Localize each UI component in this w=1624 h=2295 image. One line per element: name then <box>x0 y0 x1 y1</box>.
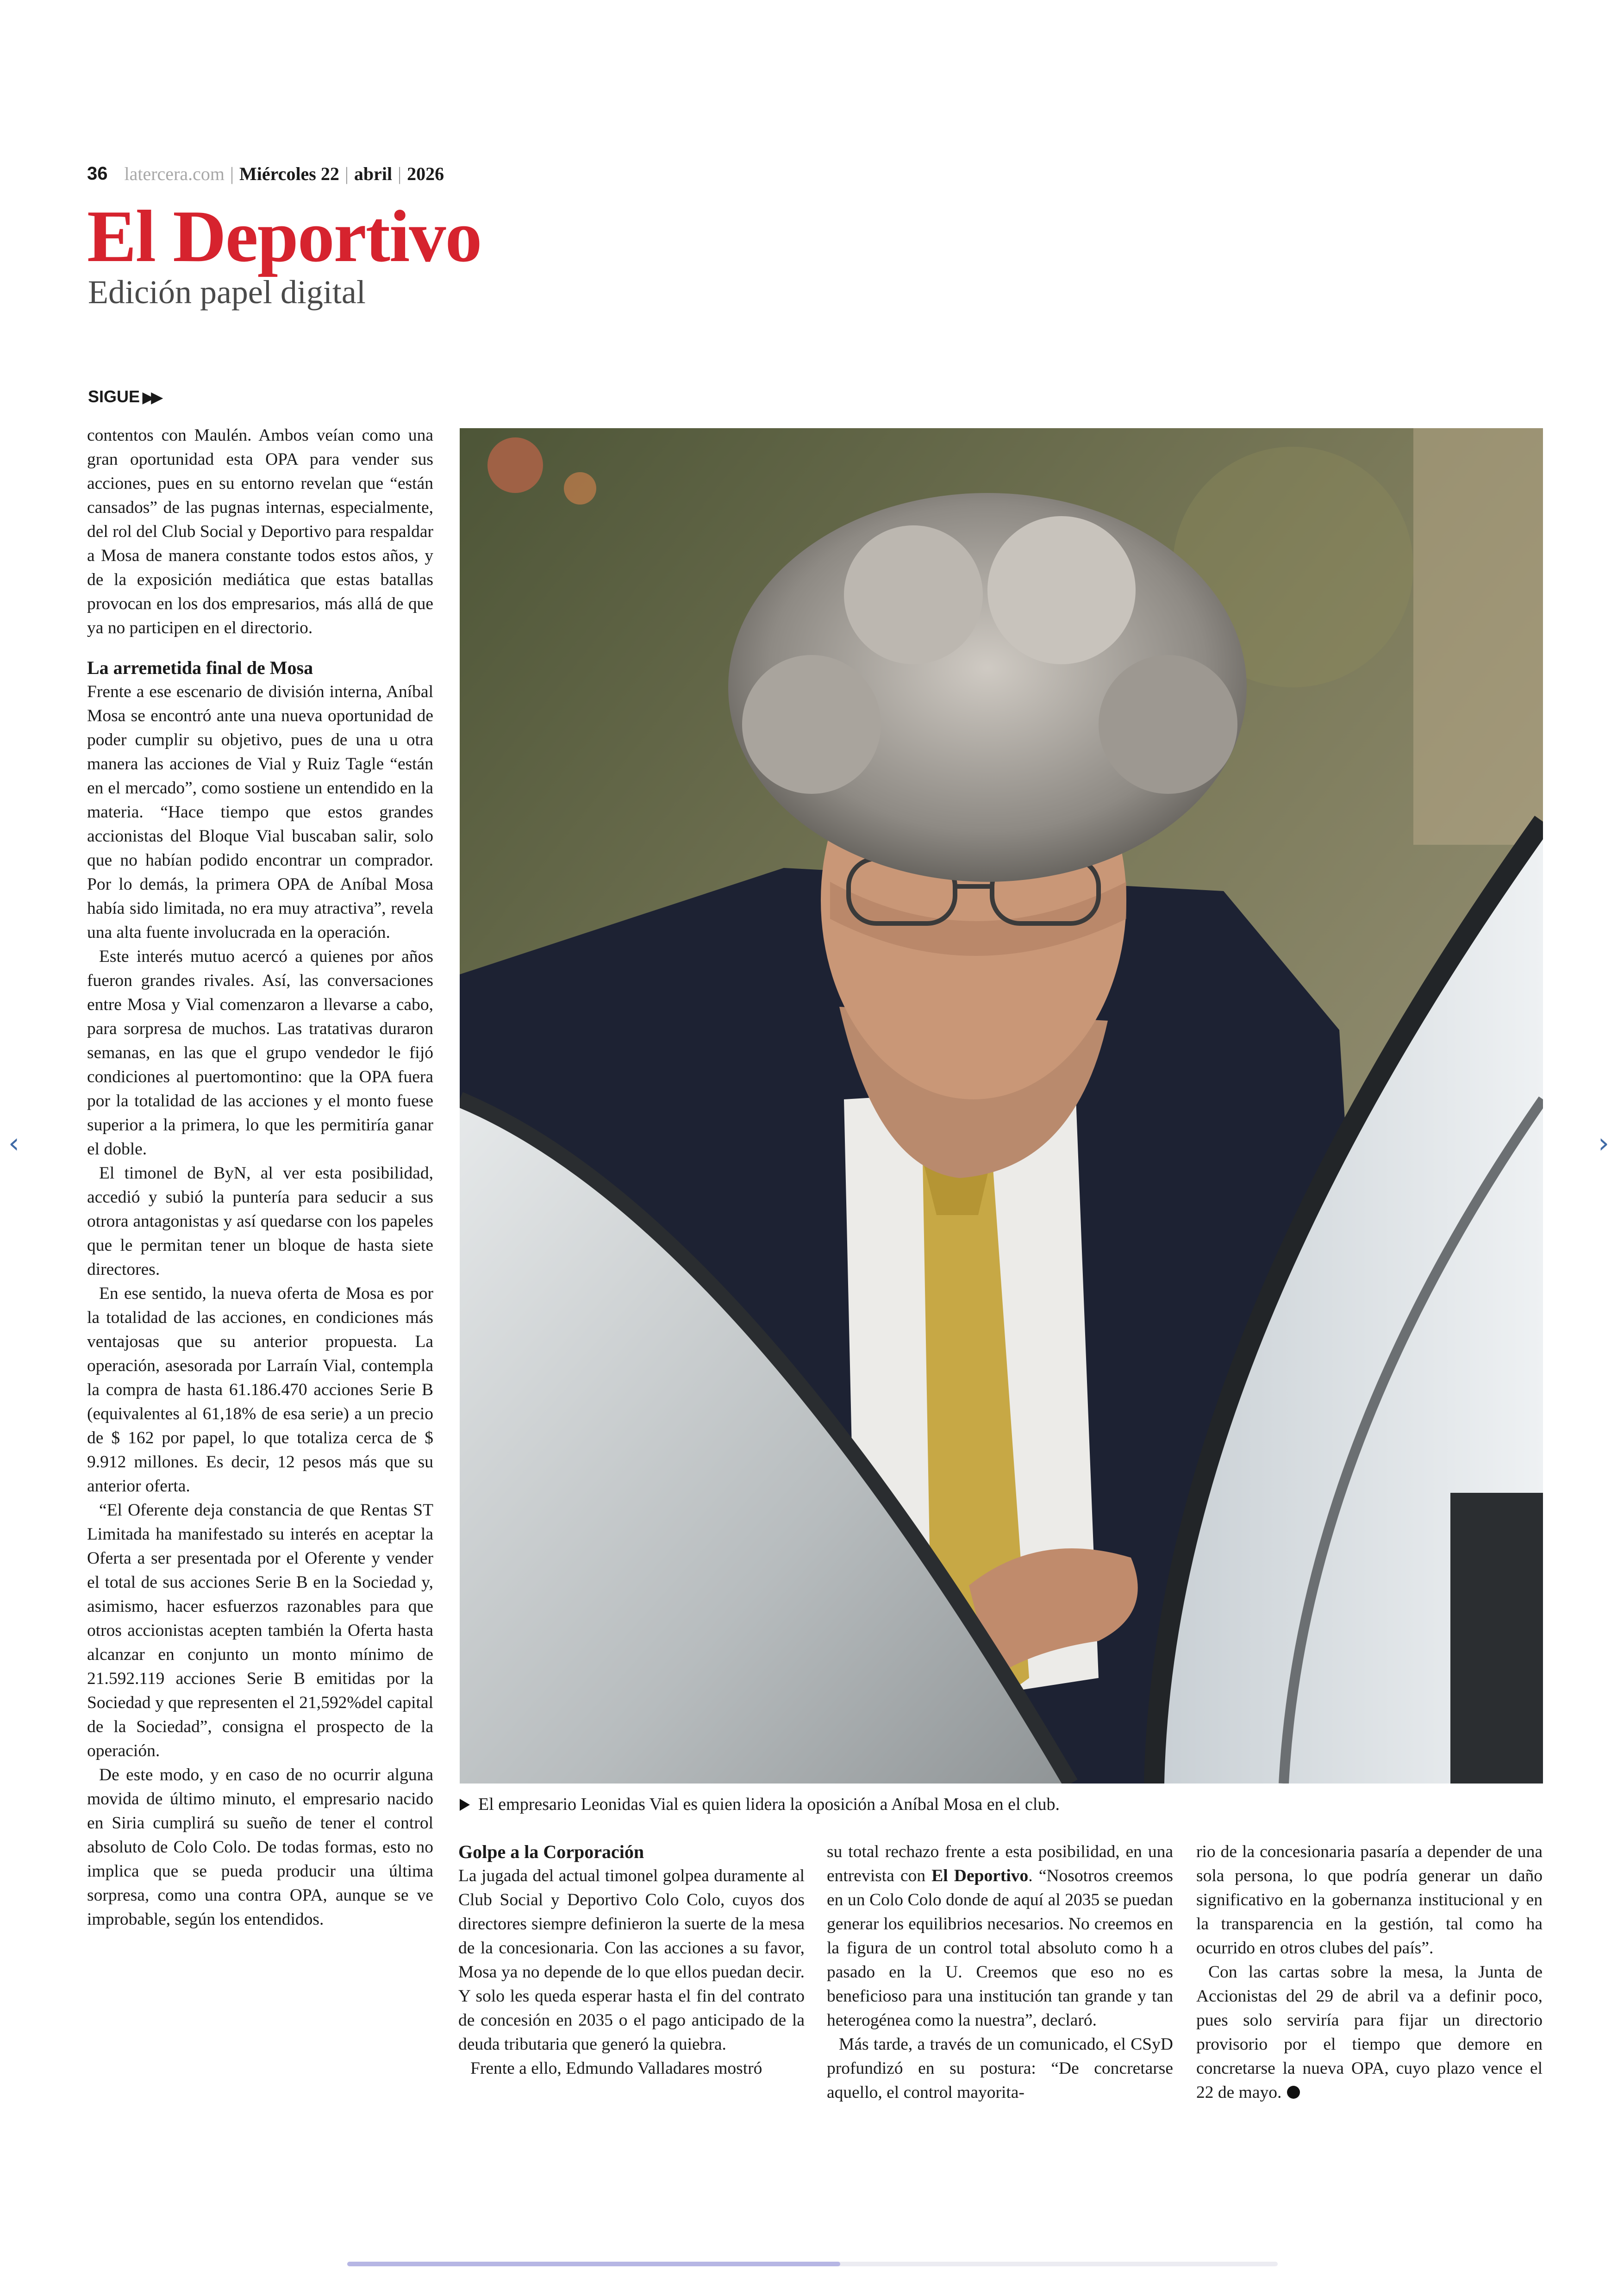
section-title: El Deportivo <box>87 195 481 277</box>
paragraph: rio de la concesionaria pasaría a depender de una sola persona, lo que podría generar un daño significativo en la gobernanza institucional y en la transparencia en la gestión, tal como ha ocurrido en otros clubes del país”. <box>1196 1842 1543 1958</box>
paragraph: Este interés mutuo acercó a quienes por años fueron grandes rivales. Así, las conversaciones entre Mosa y Vial comenzaron a llevarse a cabo, para sorpresa de muchos. Las tratativas duraron semanas, en las que el grupo vendedor le fijó condiciones al puertomontino: que la OPA fuera por la totalidad de las acciones y el monto fuese superior a la primera, lo que les permitiría ganar el doble. <box>87 947 433 1159</box>
subheading: La arremetida final de Mosa <box>87 657 313 678</box>
section-subtitle: Edición papel digital <box>88 274 366 311</box>
page-number: 36 <box>87 163 108 184</box>
chevron-right-icon[interactable]: › <box>1598 1127 1609 1160</box>
caption-text: El empresario Leonidas Vial es quien lidera la oposición a Aníbal Mosa en el club. <box>478 1795 1060 1814</box>
paragraph: contentos con Maulén. Ambos veían como una gran oportunidad esta OPA para vender sus acciones, pues en su entorno revelan que “están cansados” de las pugnas internas, especialmente, del rol del Club Social y Deportivo para respaldar a Mosa de manera constante todos estos años, y de la exposición mediática que estas batallas provocan en los dos empresarios, más allá de que ya no participen en el directorio. <box>87 426 433 637</box>
site-link[interactable]: latercera.com <box>124 163 225 184</box>
reading-progress-fill <box>347 2262 840 2266</box>
text-run: Con las cartas sobre la mesa, la Junta de Accionistas del 29 de abril va a definir poco, pues solo serviría para fijar un directorio provisorio por el tiempo que demore en concretarse la nueva OPA, cuyo plazo vence el 22 de mayo. <box>1196 1963 1543 2102</box>
reading-progress-bar[interactable] <box>347 2262 1278 2266</box>
article-column-4 <box>1196 1840 1543 2105</box>
text-run: su total rechazo frente a esta posibilidad, en una entrevista con <box>827 1842 1173 1885</box>
text-run: . “Nosotros creemos en un Colo Colo donde de aquí al 2035 se puedan generar los equilibrios necesarios. No creemos en la figura de un control total absoluto como h a pasado en la U. Creemos que eso no es beneficioso para una institución tan grande y tan heterogénea como la nuestra”, declaró. <box>827 1866 1173 2030</box>
separator: | <box>230 163 234 184</box>
article-column-3 <box>827 1840 1173 2105</box>
paragraph: El timonel de ByN, al ver esta posibilidad, accedió y subió la puntería para seducir a sus otrora antagonistas y así quedarse con los papeles que le permitan tener un bloque de hasta siete directores. <box>87 1164 433 1279</box>
paragraph: En ese sentido, la nueva oferta de Mosa es por la totalidad de las acciones, en condiciones más ventajosas que su anterior propuesta. La operación, asesorada por Larraín Vial, contempla la compra de hasta 61.186.470 acciones Serie B (equivalentes al 61,18% de esa serie) a un precio de $ 162 por papel, lo que totaliza cerca de $ 9.912 millones. Es decir, 12 pesos más que su anterior oferta. <box>87 1284 433 1496</box>
article-photo <box>460 428 1543 1784</box>
date-month: abril <box>354 163 393 184</box>
end-of-article-icon <box>1287 2086 1300 2099</box>
caption-triangle-icon <box>460 1799 470 1811</box>
separator: | <box>344 163 349 184</box>
photo-illustration <box>460 428 1543 1784</box>
continuation-marker <box>88 387 160 406</box>
article-column-2 <box>458 1840 805 2081</box>
paragraph: Más tarde, a través de un comunicado, el CSyD profundizó en su postura: “De concretarse aquello, el control mayorita- <box>827 2035 1173 2102</box>
paragraph: La jugada del actual timonel golpea duramente al Club Social y Deportivo Colo Colo, cuyos dos directores siempre definieron la suerte de la mesa de la concesionaria. Con las acciones a su favor, Mosa ya no depende de lo que ellos puedan decir. Y solo les queda esperar hasta el fin del contrato de concesión en 2035 o el pago anticipado de la deuda tributaria que generó la quiebra. <box>458 1866 805 2054</box>
date-day: Miércoles 22 <box>239 163 339 184</box>
double-arrow-icon: ▶▶ <box>143 389 160 405</box>
paragraph <box>1196 1960 1543 2105</box>
dateline <box>87 160 444 187</box>
separator: | <box>398 163 402 184</box>
paragraph: Frente a ese escenario de división interna, Aníbal Mosa se encontró ante una nueva oportunidad de poder cumplir su objetivo, pues de una u otra manera las acciones de Vial y Ruiz Tagle “están en el mercado”, como sostiene un entendido en la materia. “Hace tiempo que estos grandes accionistas del Bloque Vial buscaban salir, solo que no habían podido encontrar un comprador. Por lo demás, la primera OPA de Aníbal Mosa había sido limitada, no era muy atractiva”, revela una alta fuente involucrada en la operación. <box>87 682 433 942</box>
subheading: Golpe a la Corporación <box>458 1841 644 1862</box>
date-year: 2026 <box>407 163 444 184</box>
paragraph: De este modo, y en caso de no ocurrir alguna movida de último minuto, el empresario nacido en Siria cumplirá su sueño de tener el control absoluto de Colo Colo. De todas formas, esto no implica que se pueda producir una última sorpresa, como una contra OPA, aunque se ve improbable, según los entendidos. <box>87 1765 433 1929</box>
photo-caption <box>460 1793 1543 1815</box>
article-column-1 <box>87 424 433 1932</box>
chevron-left-icon[interactable]: ‹ <box>8 1127 19 1160</box>
sigue-label: SIGUE <box>88 387 140 406</box>
brand-name: El Deportivo <box>931 1866 1029 1885</box>
paragraph <box>827 1840 1173 2033</box>
paragraph: Frente a ello, Edmundo Valladares mostró <box>470 2059 762 2078</box>
paragraph: “El Oferente deja constancia de que Rentas ST Limitada ha manifestado su interés en aceptar la Oferta a ser presentada por el Oferente y vender el total de sus acciones Serie B en la Sociedad y, asimismo, hacer esfuerzos razonables para que otros accionistas acepten también la Oferta hasta alcanzar en conjunto un monto mínimo de 21.592.119 acciones Serie B emitidas por la Sociedad y que representen el 21,592%del capital de la Sociedad”, consigna el prospecto de la operación. <box>87 1501 433 1760</box>
